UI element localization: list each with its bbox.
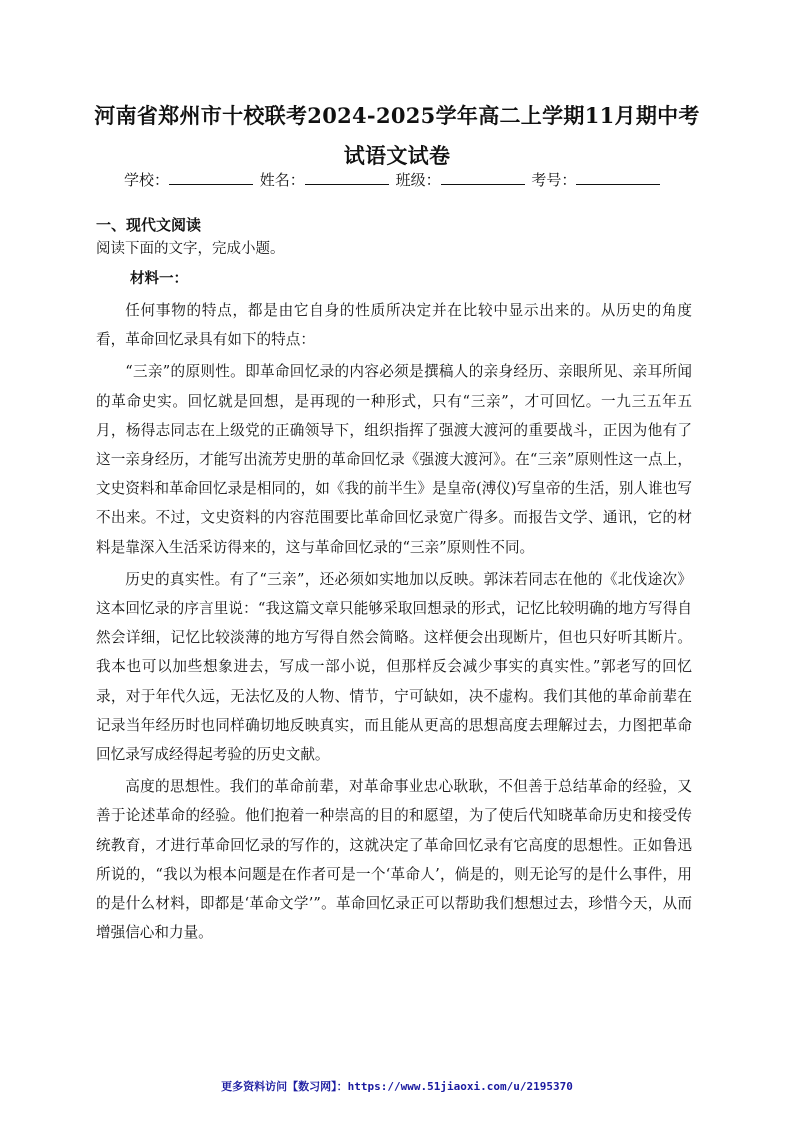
footer-link[interactable]: 更多资料访问【数习网】：https://www.51jiaoxi.com/u/2195370 <box>221 1080 573 1093</box>
student-info-row <box>124 168 662 192</box>
class-label: 班级： <box>395 171 441 189</box>
name-blank[interactable] <box>305 168 389 185</box>
exam-number-blank[interactable] <box>576 168 660 185</box>
exam-number-label: 考号： <box>531 171 577 189</box>
instruction-text: 阅读下面的文字，完成小题。 <box>96 241 285 257</box>
class-field <box>396 168 527 192</box>
class-blank[interactable] <box>441 168 525 185</box>
paragraph: 任何事物的特点，都是由它自身的性质所决定并在比较中显示出来的。从历史的角度看，革命回忆录具有如下的特点： <box>96 302 692 349</box>
material-label: 材料一： <box>130 271 188 287</box>
paragraph: “三亲”的原则性。即革命回忆录的内容必须是撰稿人的亲身经历、亲眼所见、亲耳所闻的革命史实。回忆就是回想，是再现的一种形式，只有“三亲”，才可回忆。一九三五年五月，杨得志同志在上级党的正确领导下，组织指挥了强渡大渡河的重要战斗，正因为他有了这一亲身经历，才能写出流芳史册的革命回忆录《强渡大渡河》。在“三亲”原则性这一点上，文史资料和革命回忆录是相同的，如《我的前半生》是皇帝(溥仪)写皇帝的生活，别人谁也写不出来。不过，文史资料的内容范围要比革命回忆录宽广得多。而报告文学、通讯，它的材料是靠深入生活采访得来的，这与革命回忆录的“三亲”原则性不同。 <box>96 363 692 556</box>
name-label: 姓名： <box>259 171 305 189</box>
school-label: 学校： <box>124 171 170 189</box>
school-field <box>124 168 255 192</box>
document-title: 河南省郑州市十校联考2024-2025学年高二上学期11月期中考试语文试卷 <box>94 103 700 168</box>
exam-number-field <box>531 168 662 192</box>
paragraph: 高度的思想性。我们的革命前辈，对革命事业忠心耿耿，不但善于总结革命的经验，又善于论述革命的经验。他们抱着一种崇高的目的和愿望，为了使后代知晓革命历史和接受传统教育，才进行革命回忆录的写作的，这就决定了革命回忆录有它高度的思想性。正如鲁迅所说的，“我以为根本问题是在作者可是一个‘革命人’，倘是的，则无论写的是什么事件，用的是什么材料，即都是‘革命文学’”。革命回忆录正可以帮助我们想想过去，珍惜今天，从而增强信心和力量。 <box>96 778 692 942</box>
passage-body <box>96 296 692 950</box>
section-heading: 一、现代文阅读 <box>96 216 202 234</box>
paragraph: 历史的真实性。有了“三亲”，还必须如实地加以反映。郭沫若同志在他的《北伐途次》这本回忆录的序言里说：“我这篇文章只能够采取回想录的形式，记忆比较明确的地方写得自然会详细，记忆比较淡薄的地方写得自然会简略。这样便会出现断片，但也只好听其断片。我本也可以加些想象进去，写成一部小说，但那样反会减少事实的真实性。”郭老写的回忆录，对于年代久远，无法忆及的人物、情节，宁可缺如，决不虚构。我们其他的革命前辈在记录当年经历时也同样确切地反映真实，而且能从更高的思想高度去理解过去，力图把革命回忆录写成经得起考验的历史文献。 <box>96 570 692 764</box>
school-blank[interactable] <box>169 168 253 185</box>
name-field <box>260 168 391 192</box>
